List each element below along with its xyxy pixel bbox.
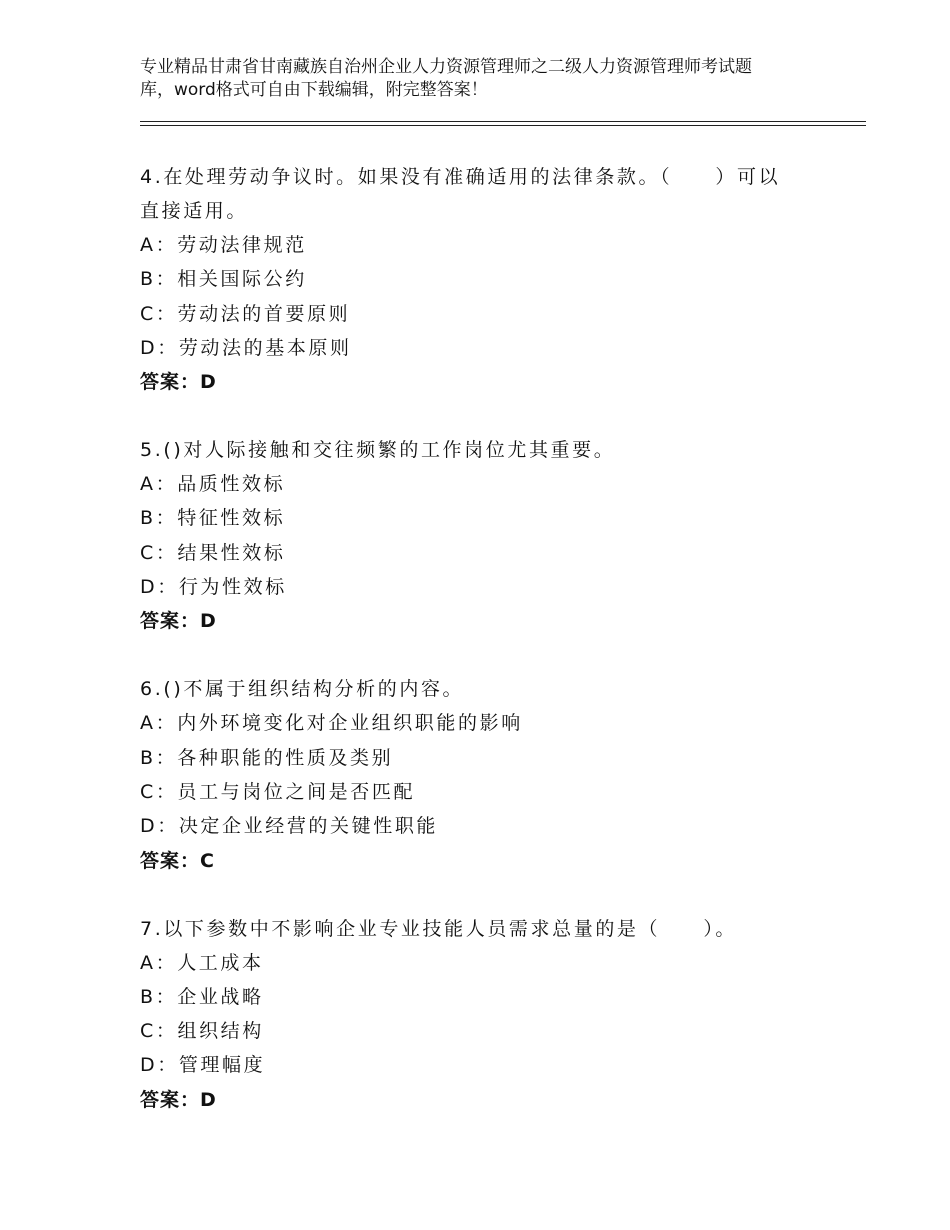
option-b: B：企业战略 bbox=[140, 985, 264, 1008]
option-b: B：特征性效标 bbox=[140, 507, 286, 530]
question-text: 4.在处理劳动争议时。如果没有准确适用的法律条款。（ ）可以 bbox=[140, 166, 781, 188]
answer-label: 答案：D bbox=[140, 371, 217, 394]
option-a: A：劳动法律规范 bbox=[140, 234, 307, 256]
option-c: C：员工与岗位之间是否匹配 bbox=[140, 780, 416, 803]
option-d: D：行为性效标 bbox=[140, 576, 287, 599]
header-divider-bottom bbox=[140, 125, 866, 126]
document-header bbox=[140, 56, 840, 102]
question-7 bbox=[140, 912, 866, 1117]
question-text: 7.以下参数中不影响企业专业技能人员需求总量的是（ ）。 bbox=[140, 917, 738, 940]
question-4 bbox=[140, 160, 866, 399]
header-line-1: 专业精品甘肃省甘南藏族自治州企业人力资源管理师之二级人力资源管理师考试题 bbox=[140, 57, 752, 77]
question-5 bbox=[140, 433, 866, 638]
question-6 bbox=[140, 672, 866, 877]
answer-label: 答案：D bbox=[140, 1088, 217, 1111]
option-d: D：决定企业经营的关键性职能 bbox=[140, 815, 439, 838]
option-b: B：各种职能的性质及类别 bbox=[140, 746, 394, 769]
header-line-2: 库，word格式可自由下载编辑，附完整答案！ bbox=[140, 80, 488, 100]
option-b: B：相关国际公约 bbox=[140, 268, 307, 291]
option-a: A：内外环境变化对企业组织职能的影响 bbox=[140, 712, 523, 735]
header-divider-top bbox=[140, 121, 866, 122]
answer-label: 答案：C bbox=[140, 849, 215, 872]
option-c: C：劳动法的首要原则 bbox=[140, 302, 351, 325]
option-a: A：品质性效标 bbox=[140, 473, 286, 496]
option-a: A：人工成本 bbox=[140, 951, 264, 974]
question-text: 直接适用。 bbox=[140, 200, 249, 222]
question-text: 6.()不属于组织结构分析的内容。 bbox=[140, 678, 465, 701]
option-d: D：劳动法的基本原则 bbox=[140, 336, 352, 359]
question-text: 5.()对人际接触和交往频繁的工作岗位尤其重要。 bbox=[140, 439, 616, 462]
option-c: C：组织结构 bbox=[140, 1020, 264, 1043]
option-d: D：管理幅度 bbox=[140, 1054, 266, 1077]
answer-label: 答案：D bbox=[140, 610, 217, 633]
question-list bbox=[140, 160, 866, 1151]
option-c: C：结果性效标 bbox=[140, 541, 286, 564]
